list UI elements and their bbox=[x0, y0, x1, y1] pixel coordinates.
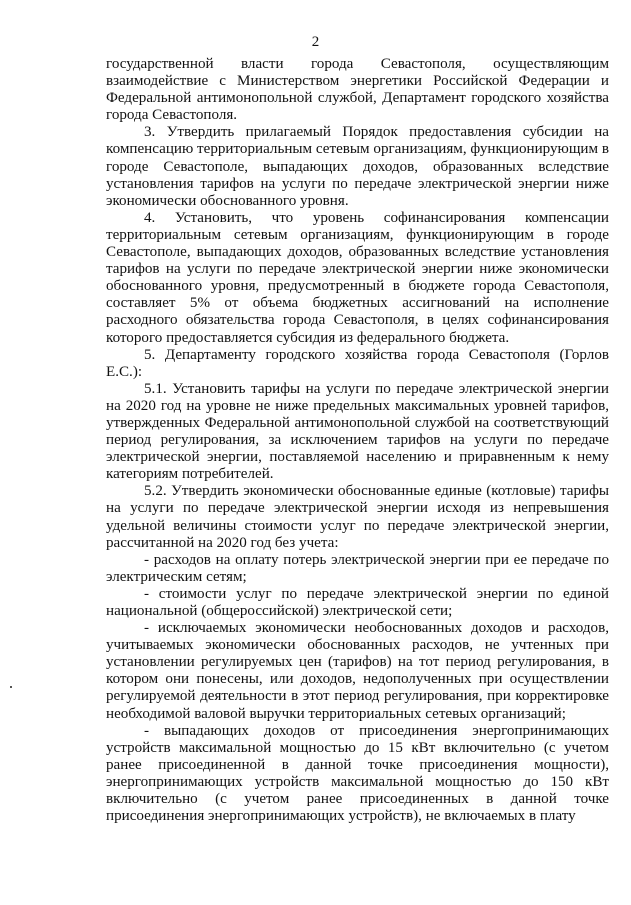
paragraph-item-3: 3. Утвердить прилагаемый Порядок предоставления субсидии на компенсацию территориальным сетевым организациям, функционирующим в городе Севастополе, выпадающих доходов, образованных вследствие установления тарифов на услуги по передаче электрической энергии ниже экономически обоснованного уровня. bbox=[106, 124, 609, 209]
paragraph-item-5-2: 5.2. Утвердить экономически обоснованные единые (котловые) тарифы на услуги по передаче электрической энергии исходя из непревышения удельной величины стоимости услуг по передаче электрической энергии, рассчитанной на 2020 год без учета: bbox=[106, 483, 609, 551]
document-body bbox=[106, 56, 609, 825]
list-item-national-grid: - стоимости услуг по передаче электрической энергии по единой национальной (общероссийской) электрической сети; bbox=[106, 585, 609, 619]
page-number: 2 bbox=[311, 34, 320, 50]
list-item-losses: - расходов на оплату потерь электрической энергии при ее передаче по электрическим сетям; bbox=[106, 551, 609, 585]
list-item-lost-income: - выпадающих доходов от присоединения энергопринимающих устройств максимальной мощностью до 15 кВт включительно (с учетом ранее присоединенной в данной точке присоединения мощности), энергопринимающих устройств максимальной мощностью до 150 кВт включительно (с учетом ранее присоединенных в данной точке присоединения энергопринимающих устройств), не включаемых в плату bbox=[106, 722, 609, 825]
paragraph-item-4: 4. Установить, что уровень софинансирования компенсации территориальным сетевым организациям, функционирующим в городе Севастополе, выпадающих доходов, образованных вследствие установления тарифов на услуги по передаче электрической энергии ниже экономически обоснованного уровня, предусмотренный в бюджете города Севастополя, составляет 5% от объема бюджетных ассигнований на исполнение расходного обязательства города Севастополя, в целях софинансирования которого предоставляется субсидия из федерального бюджета. bbox=[106, 209, 609, 346]
paragraph-item-5-1: 5.1. Установить тарифы на услуги по передаче электрической энергии на 2020 год на уровне не ниже предельных максимальных уровней тарифов, утвержденных Федеральной антимонопольной службой на соответствующий период регулирования, за исключением тарифов на услуги по передаче электрической энергии, поставляемой населению и приравненным к нему категориям потребителей. bbox=[106, 380, 609, 483]
scan-dot bbox=[10, 686, 12, 688]
list-item-excluded-income: - исключаемых экономически необоснованных доходов и расходов, учитываемых экономически обоснованных расходов, не учтенных при установлении регулируемых цен (тарифов) на тот период регулирования, в котором они понесены, или доходов, недополученных при осуществлении регулируемой деятельности в этот период регулирования, при корректировке необходимой валовой выручки территориальных сетевых организаций; bbox=[106, 620, 609, 722]
paragraph-continuation: государственной власти города Севастополя, осуществляющим взаимодействие с Министерством энергетики Российской Федерации и Федеральной антимонопольной службой, Департамент городского хозяйства города Севастополя. bbox=[106, 56, 609, 124]
paragraph-item-5: 5. Департаменту городского хозяйства города Севастополя (Горлов Е.С.): bbox=[106, 346, 609, 380]
